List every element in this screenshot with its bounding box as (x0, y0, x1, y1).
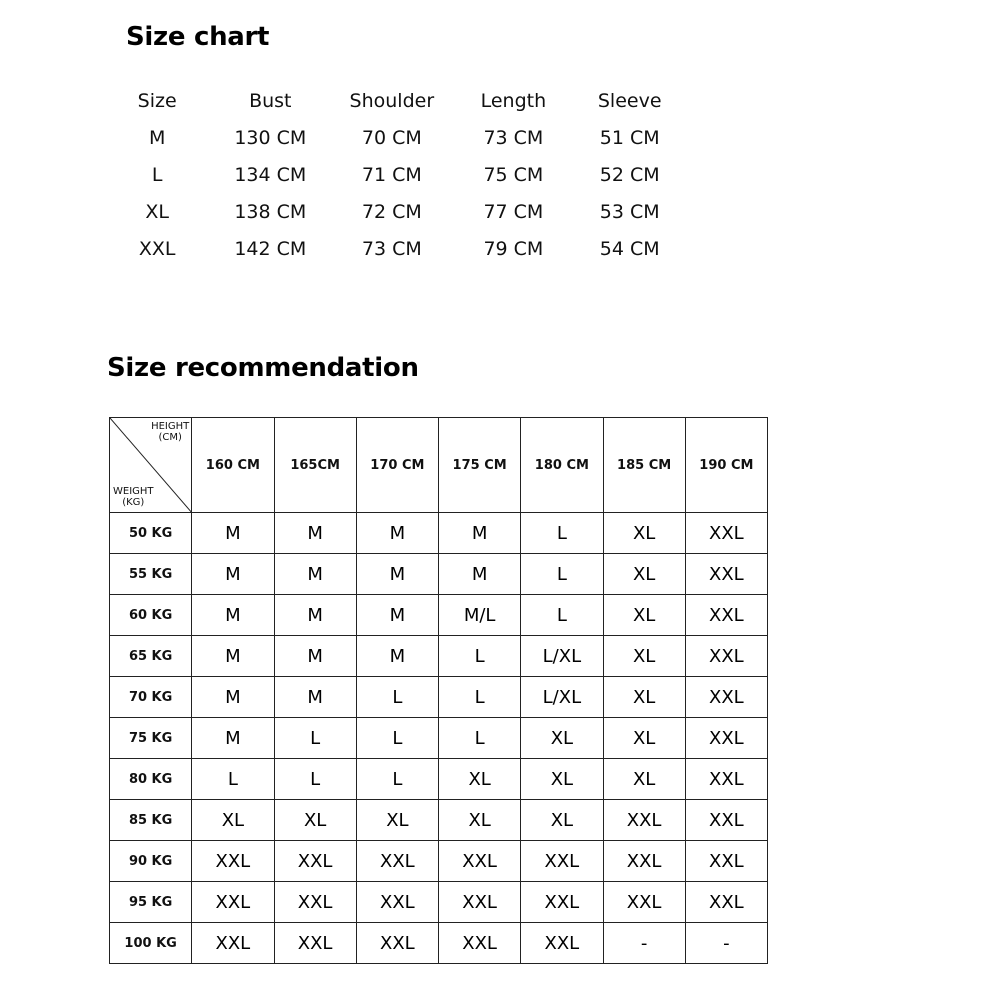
recommended-size-cell: M (356, 513, 438, 554)
recommended-size-cell: M/L (439, 595, 521, 636)
weight-axis-label: WEIGHT (KG) (113, 486, 154, 508)
size-chart-cell: 73 CM (361, 237, 422, 260)
recommended-size-cell: XL (603, 513, 685, 554)
recommended-size-cell: XL (603, 595, 685, 636)
height-header: 180 CM (521, 418, 603, 513)
height-header: 190 CM (685, 418, 767, 513)
weight-label: 50 KG (110, 513, 192, 554)
size-chart-row (110, 230, 680, 267)
recommended-size-cell: L (439, 636, 521, 677)
recommended-size-cell: M (439, 554, 521, 595)
height-header: 185 CM (603, 418, 685, 513)
weight-label: 95 KG (110, 882, 192, 923)
recommended-size-cell: M (356, 554, 438, 595)
recommended-size-cell: XXL (603, 882, 685, 923)
recommended-size-cell: M (192, 636, 274, 677)
recommended-size-cell: L (274, 718, 356, 759)
recommended-size-cell: M (192, 513, 274, 554)
size-chart-cell: 53 CM (599, 200, 660, 223)
recommendation-row (110, 636, 768, 677)
recommended-size-cell: L (439, 718, 521, 759)
size-chart-cell: 75 CM (483, 163, 544, 186)
recommended-size-cell: L (439, 677, 521, 718)
recommended-size-cell: L (274, 759, 356, 800)
weight-label: 90 KG (110, 841, 192, 882)
recommended-size-cell: M (274, 513, 356, 554)
size-chart-header: Shoulder (349, 89, 435, 112)
recommended-size-cell: XXL (439, 841, 521, 882)
recommended-size-cell: XXL (439, 882, 521, 923)
weight-label: 55 KG (110, 554, 192, 595)
size-chart-cell: 130 CM (234, 126, 307, 149)
recommendation-row (110, 513, 768, 554)
recommended-size-cell: M (356, 595, 438, 636)
recommended-size-cell: XL (603, 718, 685, 759)
recommendation-row (110, 923, 768, 964)
recommendation-row (110, 800, 768, 841)
recommended-size-cell: M (192, 554, 274, 595)
recommendation-row (110, 677, 768, 718)
recommended-size-cell: XXL (356, 882, 438, 923)
recommended-size-cell: XXL (439, 923, 521, 964)
size-chart-cell: 142 CM (234, 237, 307, 260)
recommended-size-cell: M (192, 677, 274, 718)
weight-label: 85 KG (110, 800, 192, 841)
size-chart-row (110, 119, 680, 156)
recommended-size-cell: L (521, 554, 603, 595)
size-chart-cell: 79 CM (483, 237, 544, 260)
recommended-size-cell: XXL (685, 513, 767, 554)
recommended-size-cell: XXL (521, 882, 603, 923)
recommendation-row (110, 718, 768, 759)
size-chart-cell: 71 CM (361, 163, 422, 186)
recommended-size-cell: XXL (685, 677, 767, 718)
recommended-size-cell: XL (274, 800, 356, 841)
height-header: 165CM (274, 418, 356, 513)
size-chart-cell: 77 CM (483, 200, 544, 223)
recommended-size-cell: XXL (685, 800, 767, 841)
recommended-size-cell: XXL (685, 759, 767, 800)
weight-label: 75 KG (110, 718, 192, 759)
recommended-size-cell: XL (603, 759, 685, 800)
recommendation-row (110, 759, 768, 800)
recommended-size-cell: XL (521, 759, 603, 800)
recommended-size-cell: M (356, 636, 438, 677)
recommended-size-cell: M (274, 595, 356, 636)
size-chart-cell: XL (145, 200, 169, 223)
recommended-size-cell: XL (192, 800, 274, 841)
weight-label: 60 KG (110, 595, 192, 636)
height-header: 170 CM (356, 418, 438, 513)
recommended-size-cell: XXL (356, 841, 438, 882)
recommended-size-cell: XL (439, 759, 521, 800)
recommended-size-cell: XXL (685, 595, 767, 636)
recommended-size-cell: L/XL (521, 677, 603, 718)
recommendation-row (110, 595, 768, 636)
recommended-size-cell: L (521, 595, 603, 636)
recommended-size-cell: XXL (274, 923, 356, 964)
recommended-size-cell: XXL (192, 882, 274, 923)
size-chart-cell: 52 CM (599, 163, 660, 186)
size-chart-cell: 138 CM (234, 200, 307, 223)
recommended-size-cell: L (356, 718, 438, 759)
recommended-size-cell: XXL (603, 841, 685, 882)
recommended-size-cell: XL (521, 718, 603, 759)
size-chart-cell: 51 CM (599, 126, 660, 149)
recommended-size-cell: XL (603, 677, 685, 718)
size-chart-cell: 70 CM (361, 126, 422, 149)
recommended-size-cell: XXL (685, 554, 767, 595)
recommended-size-cell: M (274, 677, 356, 718)
recommended-size-cell: XXL (603, 800, 685, 841)
size-chart-header-row (110, 82, 680, 119)
height-header: 160 CM (192, 418, 274, 513)
size-chart-row (110, 193, 680, 230)
size-chart-row (110, 156, 680, 193)
recommended-size-cell: M (274, 636, 356, 677)
size-chart-header: Size (137, 89, 177, 112)
recommended-size-cell: XL (603, 554, 685, 595)
recommendation-row (110, 882, 768, 923)
size-chart-cell: 134 CM (234, 163, 307, 186)
recommended-size-cell: XXL (192, 923, 274, 964)
recommended-size-cell: XL (356, 800, 438, 841)
weight-label: 70 KG (110, 677, 192, 718)
recommended-size-cell: XXL (274, 882, 356, 923)
height-header: 175 CM (439, 418, 521, 513)
recommended-size-cell: XXL (685, 882, 767, 923)
size-chart-table (110, 82, 680, 267)
weight-label: 100 KG (110, 923, 192, 964)
size-chart-cell: L (151, 163, 163, 186)
recommended-size-cell: L (356, 677, 438, 718)
size-chart-cell: XXL (138, 237, 176, 260)
recommended-size-cell: L (192, 759, 274, 800)
recommended-size-cell: L (521, 513, 603, 554)
size-chart-cell: 73 CM (483, 126, 544, 149)
recommended-size-cell: M (192, 718, 274, 759)
corner-cell (110, 418, 192, 513)
recommended-size-cell: XXL (192, 841, 274, 882)
recommended-size-cell: XL (603, 636, 685, 677)
recommended-size-cell: - (685, 923, 767, 964)
recommendation-header-row (110, 418, 768, 513)
size-recommendation-title: Size recommendation (107, 353, 419, 383)
recommended-size-cell: L/XL (521, 636, 603, 677)
size-chart-header: Length (480, 89, 547, 112)
recommended-size-cell: XL (439, 800, 521, 841)
size-chart-title: Size chart (126, 22, 270, 52)
recommended-size-cell: XXL (685, 718, 767, 759)
size-chart-cell: 72 CM (361, 200, 422, 223)
weight-label: 80 KG (110, 759, 192, 800)
recommended-size-cell: XXL (685, 636, 767, 677)
size-recommendation-table (109, 417, 768, 964)
recommended-size-cell: XXL (521, 841, 603, 882)
size-chart-cell: 54 CM (599, 237, 660, 260)
recommendation-row (110, 841, 768, 882)
recommended-size-cell: - (603, 923, 685, 964)
recommended-size-cell: M (192, 595, 274, 636)
size-chart-header: Sleeve (597, 89, 662, 112)
recommended-size-cell: L (356, 759, 438, 800)
recommended-size-cell: XXL (521, 923, 603, 964)
height-axis-label: HEIGHT (CM) (151, 421, 190, 443)
weight-label: 65 KG (110, 636, 192, 677)
recommended-size-cell: XL (521, 800, 603, 841)
recommended-size-cell: M (274, 554, 356, 595)
recommended-size-cell: XXL (356, 923, 438, 964)
recommended-size-cell: M (439, 513, 521, 554)
recommended-size-cell: XXL (274, 841, 356, 882)
size-chart-cell: M (148, 126, 166, 149)
recommendation-row (110, 554, 768, 595)
recommended-size-cell: XXL (685, 841, 767, 882)
recommendation-body (110, 513, 768, 964)
size-chart-header: Bust (249, 89, 292, 112)
